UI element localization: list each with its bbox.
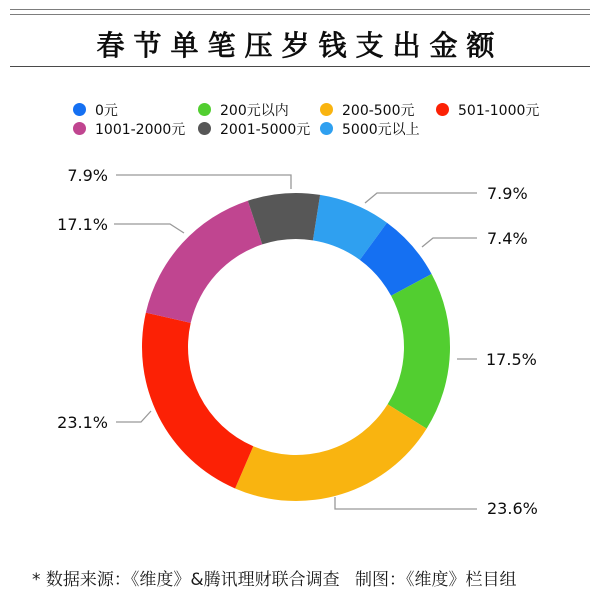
callout-leader-line [422, 238, 477, 247]
callout-2001-5000: 7.9% [67, 166, 108, 185]
callout-over5000: 7.9% [487, 184, 528, 203]
legend-label: 0元 [95, 102, 118, 119]
legend-label: 200-500元 [342, 102, 415, 119]
legend-label: 5000元以上 [342, 121, 420, 138]
callout-1001-2000: 17.1% [57, 215, 108, 234]
credit-note: 制图：《维度》栏目组 [355, 570, 517, 590]
page-title: 春节单笔压岁钱支出金额 [96, 29, 504, 62]
callout-leader-line [365, 193, 477, 203]
legend-label: 2001-5000元 [220, 121, 311, 138]
donut-segment [235, 404, 427, 501]
callout-leader-line [114, 224, 184, 233]
donut-segment [146, 201, 262, 323]
callout-leader-line [335, 497, 477, 509]
donut-segment [142, 313, 253, 489]
data-source-note: * 数据来源：《维度》&腾讯理财联合调查 [32, 570, 340, 590]
callout-leader-line [116, 175, 291, 189]
callout-0yuan: 7.4% [487, 229, 528, 248]
callout-leader-line [116, 411, 151, 422]
callout-under200: 17.5% [486, 350, 537, 369]
legend-label: 1001-2000元 [95, 121, 186, 138]
legend-label: 501-1000元 [458, 102, 540, 119]
callout-501-1000: 23.1% [57, 413, 108, 432]
donut-segment [388, 274, 450, 429]
callout-200-500: 23.6% [487, 499, 538, 518]
legend-label: 200元以内 [220, 102, 289, 119]
